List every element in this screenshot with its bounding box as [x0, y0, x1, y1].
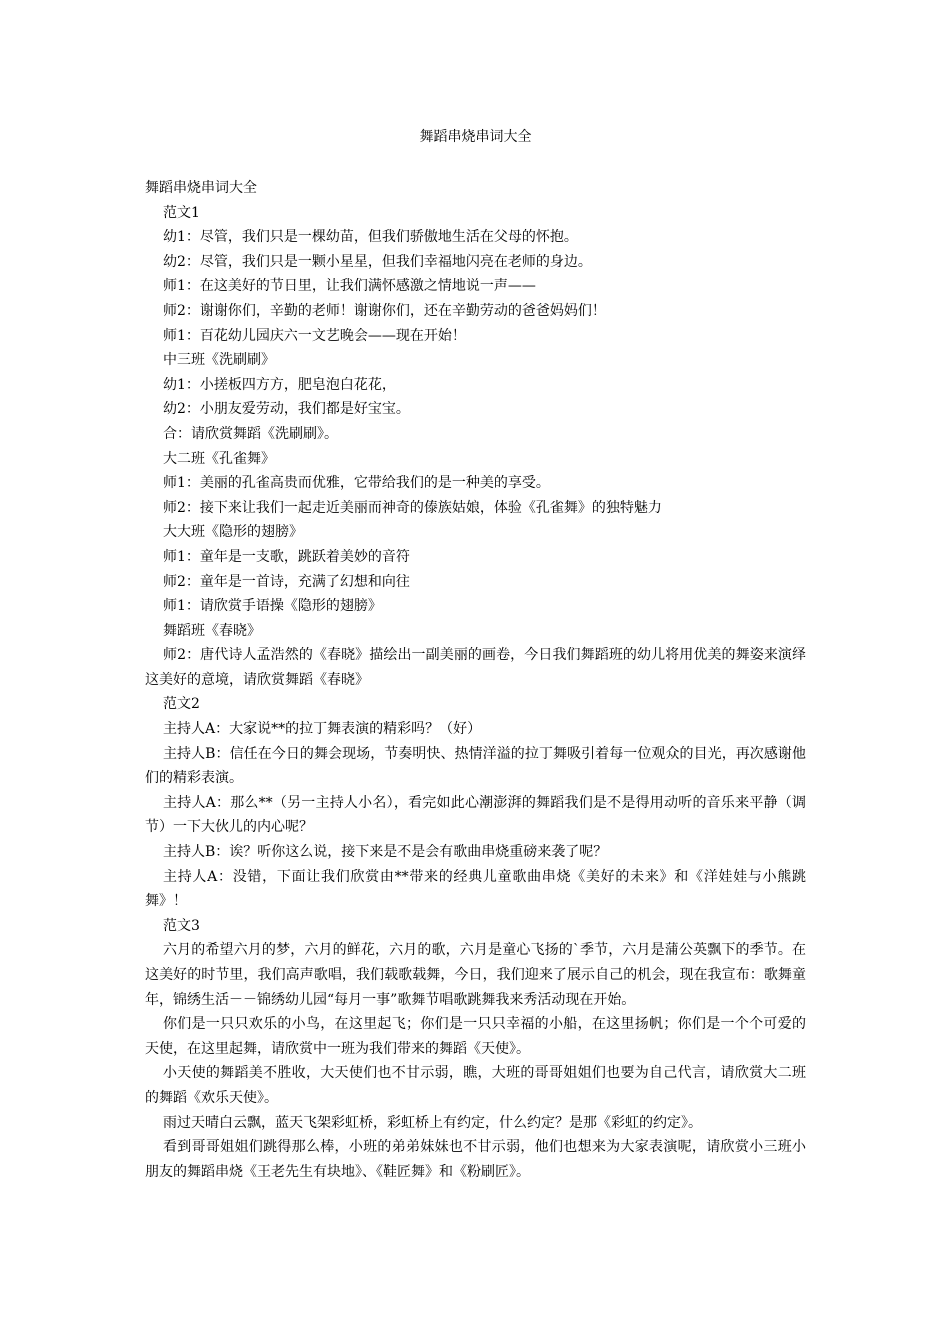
- paragraph: 大二班《孔雀舞》: [163, 450, 275, 467]
- paragraph: 幼2：尽管，我们只是一颗小星星，但我们幸福地闪亮在老师的身边。: [163, 253, 592, 270]
- paragraph: 师1：童年是一支歌，跳跃着美妙的音符: [163, 548, 410, 565]
- paragraph: 中三班《洗刷刷》: [163, 352, 275, 369]
- paragraph: 师2：唐代诗人孟浩然的《春晓》描绘出一副美丽的画卷，今日我们舞蹈班的幼儿将用优美的舞姿来演绎这美好的意境，请欣赏舞蹈《春晓》: [145, 647, 806, 688]
- paragraph: 师1：请欣赏手语操《隐形的翅膀》: [163, 598, 382, 615]
- paragraph: 主持人A：没错，下面让我们欣赏由**带来的经典儿童歌曲串烧《美好的未来》和《洋娃娃与小熊跳舞》！: [145, 868, 806, 910]
- paragraph: 范文1: [163, 204, 200, 221]
- paragraph: 六月的希望六月的梦，六月的鲜花，六月的歌，六月是童心飞扬的`季节，六月是蒲公英飘下的季节。在这美好的时节里，我们高声歌唱，我们载歌载舞，今日，我们迎来了展示自己的机会，现在我宣布：歌舞童年，锦绣生活－－锦绣幼儿园“每月一事”歌舞节唱歌跳舞我来秀活动现在开始。: [145, 942, 806, 1008]
- paragraph: 大大班《隐形的翅膀》: [163, 524, 303, 541]
- paragraph: 主持人A：那么**（另一主持人小名），看完如此心潮澎湃的舞蹈我们是不是得用动听的音乐来平静（调节）一下大伙儿的内心呢？: [145, 794, 806, 836]
- paragraph: 雨过天晴白云飘，蓝天飞架彩虹桥，彩虹桥上有约定，什么约定？是那《彩虹的约定》。: [163, 1114, 702, 1131]
- paragraph: 小天使的舞蹈美不胜收，大天使们也不甘示弱，瞧，大班的哥哥姐姐们也要为自己代言，请欣赏大二班的舞蹈《欢乐天使》。: [145, 1065, 806, 1106]
- paragraph: 师2：接下来让我们一起走近美丽而神奇的傣族姑娘，体验《孔雀舞》的独特魅力: [163, 499, 662, 516]
- paragraph: 师2：谢谢你们，辛勤的老师！谢谢你们，还在辛勤劳动的爸爸妈妈们！: [163, 302, 606, 319]
- paragraph: 幼1：尽管，我们只是一棵幼苗，但我们骄傲地生活在父母的怀抱。: [163, 229, 578, 246]
- paragraph: 看到哥哥姐姐们跳得那么棒，小班的弟弟妹妹也不甘示弱，他们也想来为大家表演呢，请欣赏小三班小朋友的舞蹈串烧《王老先生有块地》、《鞋匠舞》和《粉刷匠》。: [145, 1139, 806, 1180]
- paragraph: 师2：童年是一首诗，充满了幻想和向往: [163, 573, 410, 590]
- paragraph: 主持人B：诶？听你这么说，接下来是不是会有歌曲串烧重磅来袭了呢？: [163, 844, 608, 861]
- document-title: 舞蹈串烧串词大全: [419, 129, 532, 145]
- paragraph: 主持人A：大家说**的拉丁舞表演的精彩吗？（好）: [163, 721, 482, 738]
- paragraph: 师1：百花幼儿园庆六一文艺晚会——现在开始！: [163, 327, 466, 344]
- paragraph: 舞蹈班《春晓》: [163, 622, 261, 639]
- paragraph: 你们是一只只欢乐的小鸟，在这里起飞；你们是一只只幸福的小船，在这里扬帆；你们是一个个可爱的天使，在这里起舞，请欣赏中一班为我们带来的舞蹈《天使》。: [145, 1016, 806, 1057]
- paragraph: 幼2：小朋友爱劳动，我们都是好宝宝。: [163, 401, 410, 418]
- paragraph: 师1：在这美好的节日里，让我们满怀感激之情地说一声——: [163, 278, 536, 295]
- paragraph: 合：请欣赏舞蹈《洗刷刷》。: [163, 425, 338, 442]
- document-body: [145, 201, 806, 1185]
- paragraph: 主持人B：信任在今日的舞会现场，节奏明快、热情洋溢的拉丁舞吸引着每一位观众的目光，再次感谢他们的精彩表演。: [145, 745, 806, 787]
- paragraph: 师1：美丽的孔雀高贵而优雅，它带给我们的是一种美的享受。: [163, 475, 550, 492]
- paragraph: 幼1：小搓板四方方，肥皂泡白花花，: [163, 376, 396, 393]
- paragraph: 范文3: [163, 917, 200, 934]
- paragraph: 范文2: [163, 696, 200, 713]
- document-subtitle: 舞蹈串烧串词大全: [145, 180, 257, 196]
